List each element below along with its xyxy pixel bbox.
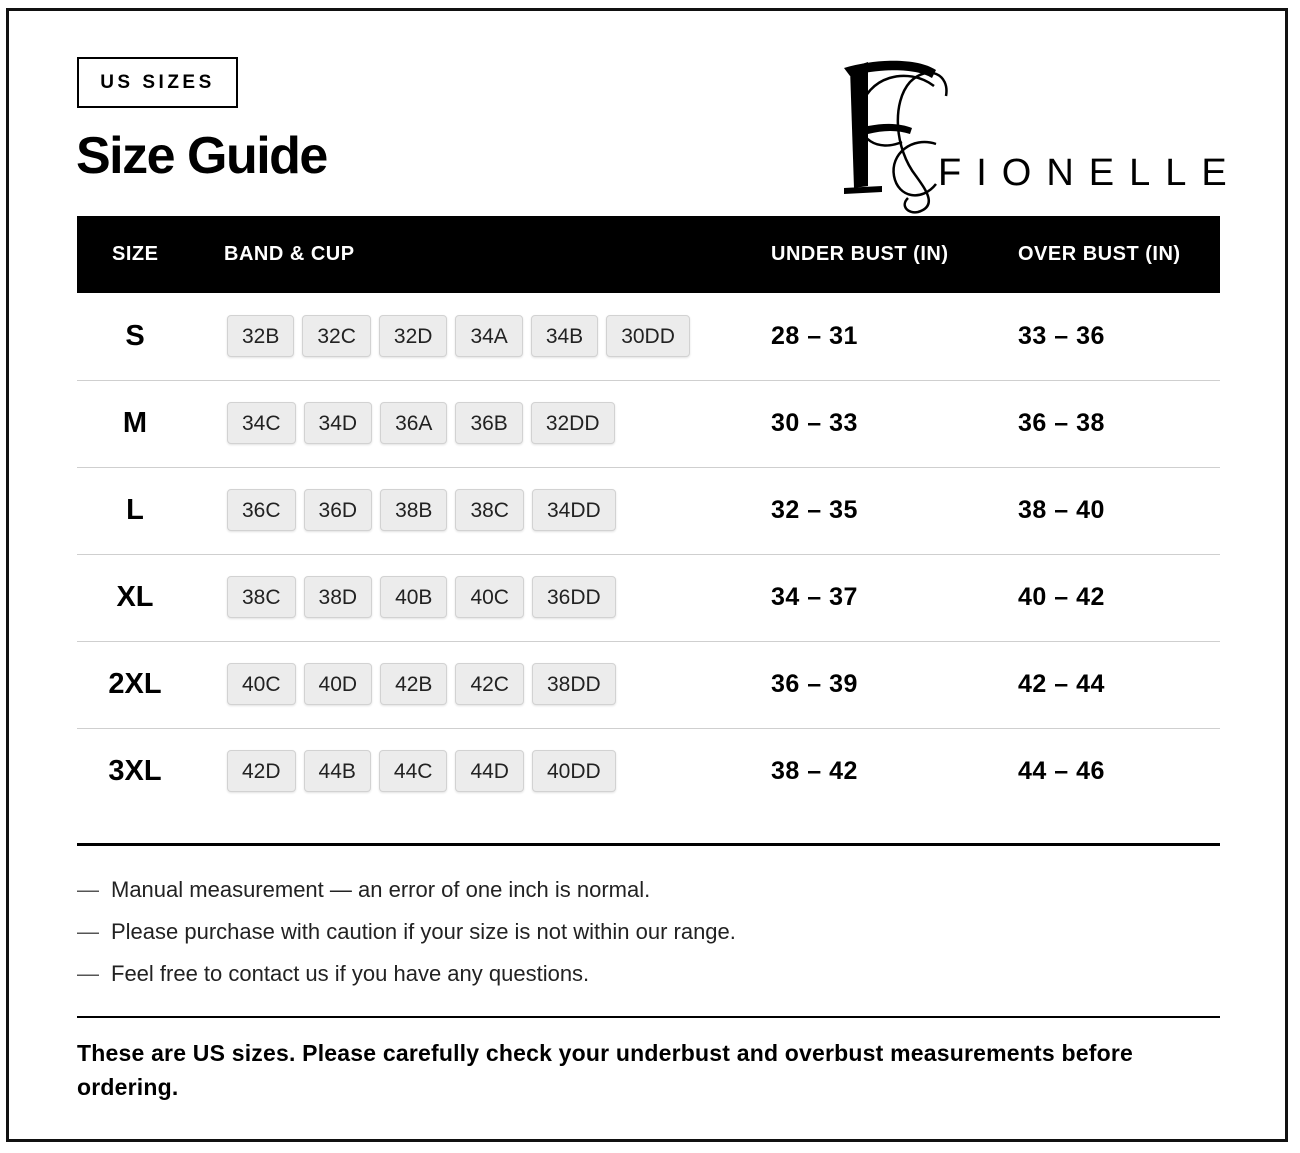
- band-cup-chip: 40D: [304, 663, 373, 705]
- band-cup-chip: 36A: [380, 402, 447, 444]
- band-cup-chip: 34A: [455, 315, 522, 357]
- under-bust-value: 34 – 37: [771, 583, 858, 611]
- band-cup-list: [227, 576, 616, 618]
- band-cup-list: [227, 315, 690, 357]
- note-bullet: —: [77, 961, 99, 986]
- under-bust-value: 32 – 35: [771, 496, 858, 524]
- band-cup-chip: 32DD: [531, 402, 615, 444]
- over-bust-value: 36 – 38: [1018, 409, 1105, 437]
- size-label: S: [125, 320, 145, 352]
- band-cup-list: [227, 750, 616, 792]
- over-bust-value: 38 – 40: [1018, 496, 1105, 524]
- notes-list: [77, 870, 1220, 996]
- band-cup-chip: 42D: [227, 750, 296, 792]
- size-label: 2XL: [108, 668, 162, 700]
- note-bullet: —: [77, 877, 99, 902]
- table-row: [77, 467, 1220, 555]
- note-text: Manual measurement — an error of one inch is normal.: [111, 877, 651, 902]
- over-bust-value: 44 – 46: [1018, 757, 1105, 785]
- over-bust-value: 42 – 44: [1018, 670, 1105, 698]
- over-bust-value: 40 – 42: [1018, 583, 1105, 611]
- col-under-bust-header: UNDER BUST (IN): [771, 243, 949, 265]
- size-label: XL: [116, 581, 154, 613]
- table-row: [77, 641, 1220, 729]
- band-cup-chip: 44B: [304, 750, 371, 792]
- band-cup-chip: 36C: [227, 489, 296, 531]
- band-cup-chip: 36B: [455, 402, 522, 444]
- note-item: [77, 912, 1220, 954]
- band-cup-chip: 44C: [379, 750, 448, 792]
- band-cup-chip: 42B: [380, 663, 447, 705]
- band-cup-chip: 40DD: [532, 750, 616, 792]
- table-row: [77, 728, 1220, 815]
- band-cup-chip: 40B: [380, 576, 447, 618]
- col-size-header: SIZE: [112, 243, 159, 265]
- band-cup-chip: 34DD: [532, 489, 616, 531]
- table-row: [77, 380, 1220, 468]
- band-cup-chip: 34D: [304, 402, 373, 444]
- note-item: [77, 870, 1220, 912]
- col-over-bust-header: OVER BUST (IN): [1018, 243, 1181, 265]
- over-bust-value: 33 – 36: [1018, 322, 1105, 350]
- band-cup-chip: 42C: [455, 663, 524, 705]
- footer-disclaimer: These are US sizes. Please carefully check your underbust and overbust measurements before ordering.: [77, 1040, 1133, 1100]
- under-bust-value: 28 – 31: [771, 322, 858, 350]
- band-cup-list: [227, 489, 616, 531]
- us-sizes-badge: US SIZES: [77, 57, 238, 108]
- under-bust-value: 30 – 33: [771, 409, 858, 437]
- size-label: M: [122, 407, 148, 439]
- table-row: [77, 554, 1220, 642]
- band-cup-list: [227, 663, 616, 705]
- note-text: Feel free to contact us if you have any questions.: [111, 961, 590, 986]
- band-cup-chip: 32D: [379, 315, 448, 357]
- footer-divider: [77, 1016, 1220, 1018]
- band-cup-chip: 40C: [227, 663, 296, 705]
- note-item: [77, 954, 1220, 996]
- brand-wordmark: FIONELLE: [938, 152, 1242, 194]
- band-cup-chip: 32C: [302, 315, 371, 357]
- band-cup-chip: 34B: [531, 315, 598, 357]
- page-title: Size Guide: [76, 127, 327, 185]
- band-cup-chip: 38D: [304, 576, 373, 618]
- band-cup-chip: 38C: [455, 489, 524, 531]
- band-cup-chip: 34C: [227, 402, 296, 444]
- note-bullet: —: [77, 919, 99, 944]
- size-label: L: [126, 494, 144, 526]
- band-cup-chip: 36DD: [532, 576, 616, 618]
- table-header: [77, 216, 1220, 293]
- under-bust-value: 38 – 42: [771, 757, 858, 785]
- band-cup-chip: 30DD: [606, 315, 690, 357]
- band-cup-chip: 38C: [227, 576, 296, 618]
- table-row: [77, 293, 1220, 381]
- band-cup-chip: 32B: [227, 315, 294, 357]
- col-band-cup-header: BAND & CUP: [224, 243, 355, 265]
- band-cup-chip: 40C: [455, 576, 524, 618]
- note-text: Please purchase with caution if your size is not within our range.: [111, 919, 736, 944]
- under-bust-value: 36 – 39: [771, 670, 858, 698]
- band-cup-chip: 36D: [304, 489, 373, 531]
- section-divider: [77, 843, 1220, 846]
- band-cup-chip: 38DD: [532, 663, 616, 705]
- size-label: 3XL: [108, 755, 162, 787]
- band-cup-chip: 38B: [380, 489, 447, 531]
- band-cup-list: [227, 402, 615, 444]
- band-cup-chip: 44D: [455, 750, 524, 792]
